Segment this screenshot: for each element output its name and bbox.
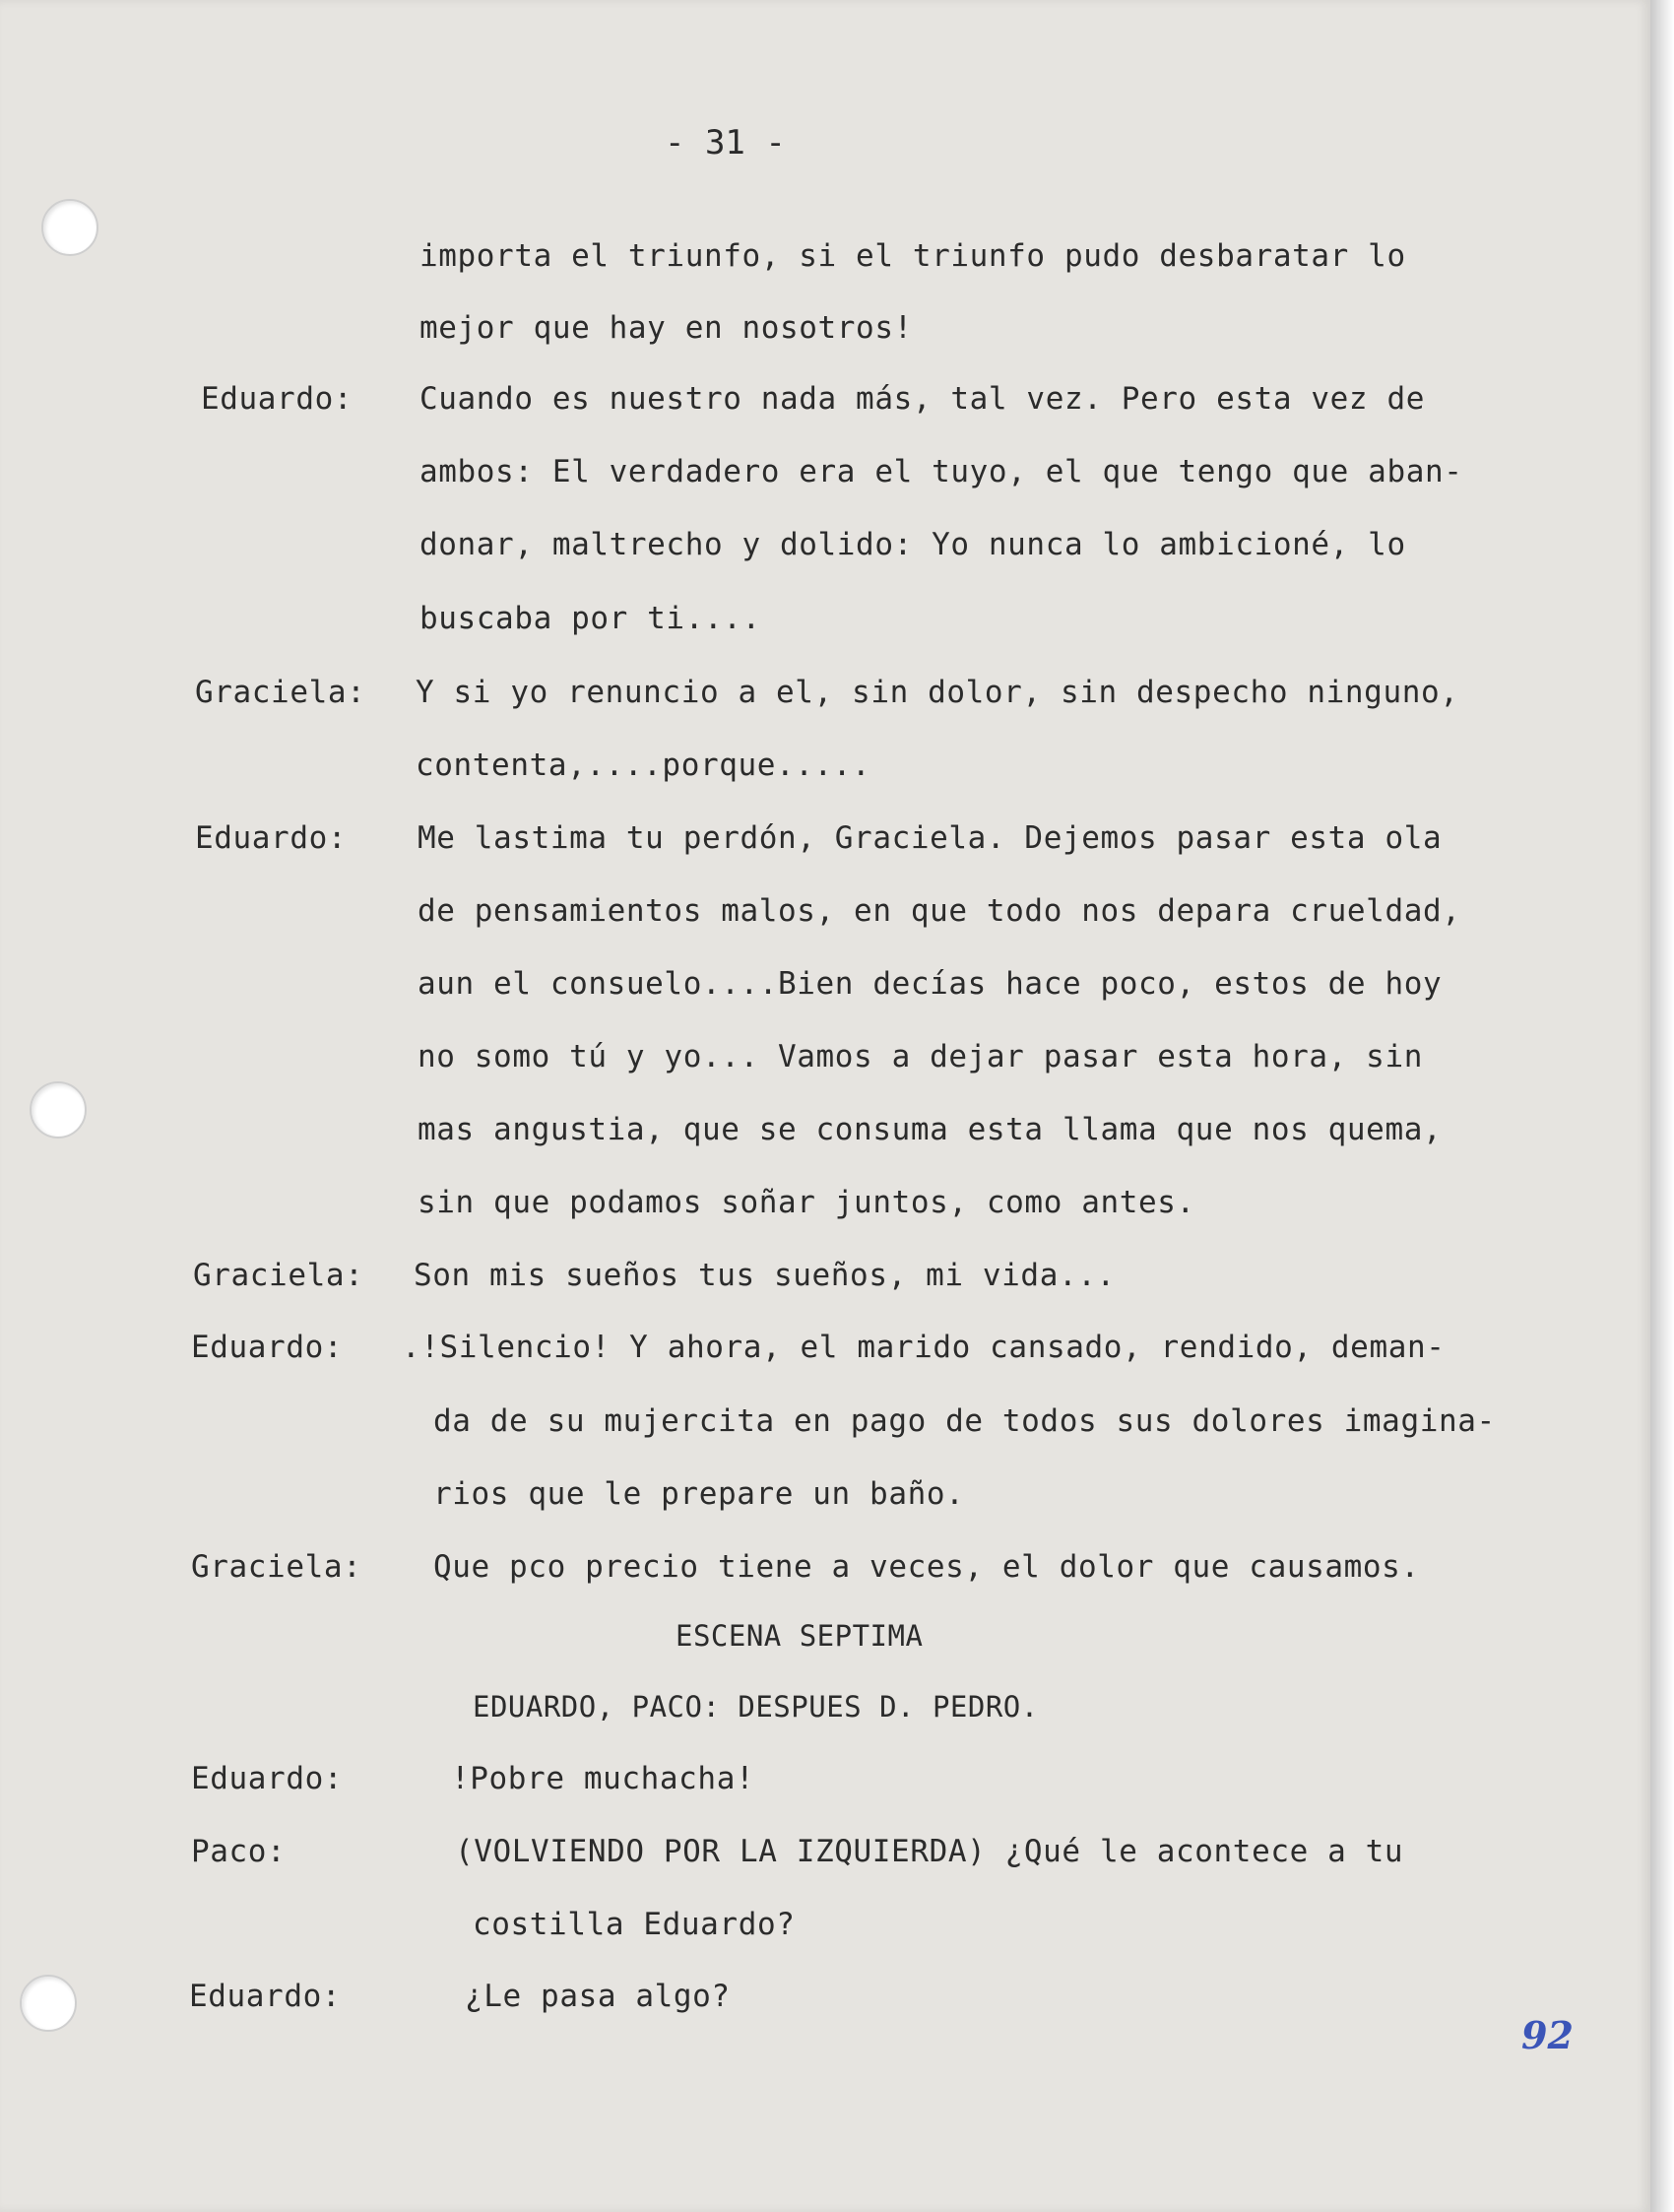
speaker-label: Graciela: (193, 1258, 364, 1293)
script-line: aun el consuelo....Bien decías hace poco, estos de hoy (418, 966, 1443, 1002)
script-line: .!Silencio! Y ahora, el marido cansado, rendido, deman- (402, 1330, 1446, 1365)
script-line: no somo tú y yo... Vamos a dejar pasar esta hora, sin (418, 1039, 1423, 1074)
script-line: rios que le prepare un baño. (433, 1476, 965, 1512)
script-line: Y si yo renuncio a el, sin dolor, sin despecho ninguno, (416, 675, 1459, 710)
script-line: sin que podamos soñar juntos, como antes. (418, 1185, 1195, 1220)
script-line: importa el triunfo, si el triunfo pudo desbaratar lo (419, 238, 1406, 274)
script-line: contenta,....porque..... (416, 748, 871, 783)
speaker-label: Eduardo: (195, 820, 348, 856)
speaker-label: Paco: (191, 1834, 287, 1869)
punch-hole-top (41, 199, 98, 256)
script-line: donar, maltrecho y dolido: Yo nunca lo ambicioné, lo (419, 527, 1406, 562)
scene-characters: EDUARDO, PACO: DESPUES D. PEDRO. (473, 1690, 1039, 1724)
script-line: ambos: El verdadero era el tuyo, el que tengo que aban- (419, 454, 1463, 489)
script-line: mas angustia, que se consuma esta llama que nos quema, (418, 1112, 1443, 1147)
script-line: Me lastima tu perdón, Graciela. Dejemos pasar esta ola (418, 820, 1443, 856)
scene-title: ESCENA SEPTIMA (676, 1619, 924, 1653)
script-line: (VOLVIENDO POR LA IZQUIERDA) ¿Qué le acontece a tu (455, 1834, 1404, 1869)
scan-edge (1650, 0, 1674, 2212)
script-line: costilla Eduardo? (473, 1907, 796, 1942)
speaker-label: Eduardo: (201, 381, 354, 417)
script-line: !Pobre muchacha! (451, 1761, 755, 1796)
script-line: de pensamientos malos, en que todo nos depara crueldad, (418, 893, 1461, 929)
script-line: buscaba por ti.... (419, 601, 761, 636)
script-line: mejor que hay en nosotros! (419, 310, 913, 346)
speaker-label: Graciela: (195, 675, 366, 710)
script-line: da de su mujercita en pago de todos sus dolores imagina- (433, 1403, 1496, 1439)
script-line: Son mis sueños tus sueños, mi vida... (414, 1258, 1116, 1293)
script-line: ¿Le pasa algo? (465, 1979, 731, 2014)
speaker-label: Eduardo: (191, 1761, 344, 1796)
punch-hole-middle (30, 1081, 87, 1139)
script-line: Cuando es nuestro nada más, tal vez. Pero esta vez de (419, 381, 1425, 417)
handwritten-page-number: 92 (1521, 2013, 1574, 2057)
speaker-label: Graciela: (191, 1549, 362, 1585)
speaker-label: Eduardo: (191, 1330, 344, 1365)
punch-hole-bottom (20, 1975, 77, 2032)
page-number: - 31 - (665, 123, 786, 163)
script-line: Que pco precio tiene a veces, el dolor que causamos. (433, 1549, 1420, 1585)
speaker-label: Eduardo: (189, 1979, 342, 2014)
